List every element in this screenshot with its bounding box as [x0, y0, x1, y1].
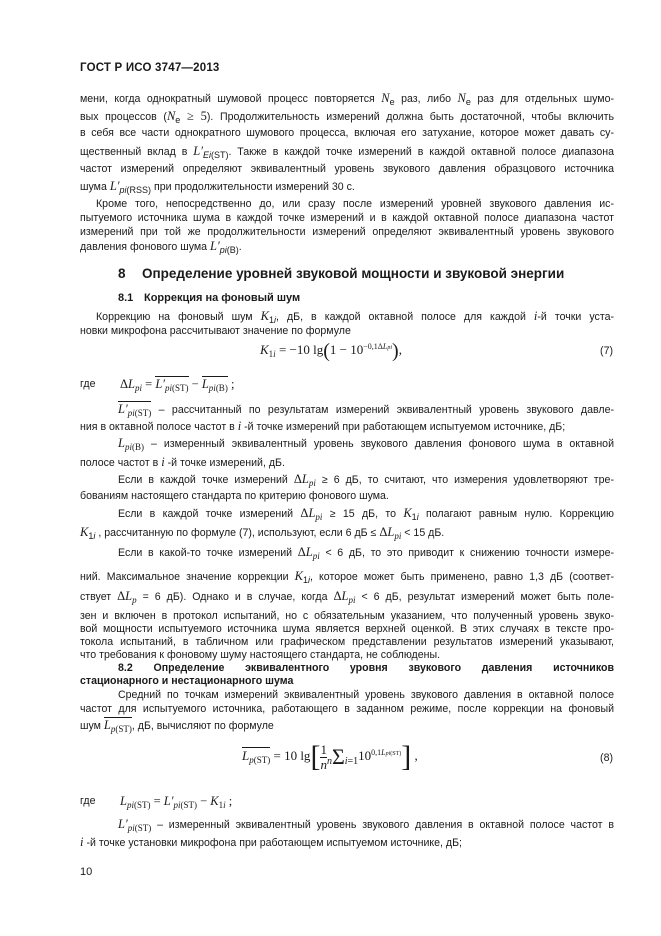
paragraph-line: шум $L_{p(ST)}$, дБ, вычисляют по формуле: [80, 718, 274, 734]
where-line: ния в октавной полосе частот в i -й точке измерений при работающем испытуемом источнике, дБ;: [80, 419, 566, 433]
paragraph-line: бованиям настоящего стандарта по критерию фонового шума.: [80, 490, 389, 502]
paragraph-line: что требования к фоновому шуму настоящего стандарта, не соблюдены.: [80, 649, 441, 661]
paragraph-line: вых процессов $(N_e \ge 5)$. Продолжительность измерений должна быть достаточной, чтобы включить: [80, 109, 614, 125]
paragraph-line: вой мощности испытуемого источника шума является верхней оценкой. В этих случаях в тексте про-: [80, 623, 614, 635]
paragraph-line: Средний по точкам измерений эквивалентный уровень звукового давления в октавной полосе: [118, 689, 614, 701]
formula-8: $L_{p(ST)} = 10$ lg[ $\frac{1}{n}$ $n\Sigma i=110^{0,1Lpi(ST)}$] ,: [242, 740, 418, 773]
paragraph-line: Если в какой-то точке измерений $\Delta L_{pi} < 6$ дБ, то это приводит к снижению точности измере-: [118, 545, 615, 561]
paragraph-line: давления фонового шума $L'_{pi(B)}$.: [80, 239, 242, 255]
paragraph-line: токола испытаний, в табличном или графическом представлении результатов измерений указывают,: [80, 636, 614, 648]
where-line: $L_{pi(B)}$ – измеренный эквивалентный уровень звукового давления фонового шума в октавной: [118, 436, 614, 452]
paragraph-line: Кроме того, непосредственно до, или сразу после измерений уровней звукового давления ис-: [96, 198, 614, 210]
where-line: где $L_{pi(ST)} = L'_{pi(ST)} - K_{1i}$ ;: [80, 794, 233, 810]
equation-number: (8): [600, 752, 613, 764]
paragraph-line: Если в каждой точке измерений $\Delta L_{pi} \ge 6$ дБ, то считают, что измерения удовлетворяют тре-: [118, 472, 614, 488]
paragraph-line: зен и включен в протокол испытаний, но с обязательным указанием, что полученный уровень звуко-: [80, 610, 614, 622]
subsection-heading: 8.2 Определение эквивалентного уровня звукового давления источников: [118, 662, 614, 674]
paragraph-line: частот для испытуемого источника, работающего в заданном режиме, после коррекции на фоновый: [80, 703, 614, 715]
paragraph-line: в себя все части однократного шумового процесса, включая его затухание, которое может давать су-: [80, 127, 614, 139]
formula-7: $K_{1i} = -10$ $\lg(1 - 10^{-0,1\Delta Lpi})$,: [260, 340, 402, 362]
paragraph-line: ний. Максимальное значение коррекции $K_{1i}$, которое может быть применено, равно 1,3 дБ (соответ-: [80, 569, 614, 585]
paragraph-line: $K_{1i}$ , рассчитанную по формуле (7), используют, если 6 дБ ≤ $\Delta L_{pi} < 15$ дБ.: [80, 525, 445, 541]
section-heading: 8 Определение уровней звуковой мощности и звуковой энергии: [118, 266, 565, 281]
where-line: где $\Delta L_{pi} = L'_{pi(ST)} - L_{pi(B)}$ ;: [80, 377, 235, 393]
paragraph-line: шума $L'_{pi(RSS)}$ при продолжительности измерений 30 с.: [80, 179, 355, 195]
paragraph-line: ствует $\Delta L_p = 6$ дБ). Однако и в случае, когда $\Delta L_{pi} < 6$ дБ, результат измерений может быть поле-: [80, 589, 615, 605]
paragraph-line: Коррекцию на фоновый шум $K_{1i}$, дБ, в каждой октавной полосе для каждой i-й точки уста-: [96, 309, 614, 325]
paragraph-line: измерений при той же продолжительности измерений определяют эквивалентный уровень звукового: [80, 226, 614, 238]
subsection-heading-cont: стационарного и нестационарного шума: [80, 675, 294, 687]
paragraph-line: щественный вклад в $L'_{Ei(ST)}$. Также в каждой точке измерений в каждой октавной полосе диапазона: [80, 144, 614, 160]
paragraph-line: частот измерений определяют эквивалентный уровень звукового давления образцового источника: [80, 163, 614, 175]
where-line: $L'_{pi(ST)}$ – измеренный эквивалентный уровень звукового давления в октавной полосе частот в: [118, 817, 614, 833]
page-number: 10: [80, 866, 93, 878]
where-line: i -й точке установки микрофона при работающем испытуемом источнике, дБ;: [80, 835, 462, 849]
paragraph-line: пытуемого источника шума в каждой точке измерений и в каждой октавной полосе диапазона частот: [80, 212, 614, 224]
subsection-heading: 8.1 Коррекция на фоновый шум: [118, 292, 301, 304]
equation-number: (7): [600, 345, 613, 357]
where-line: полосе частот в i -й точке измерений, дБ.: [80, 455, 285, 469]
paragraph-line: мени, когда однократный шумовой процесс повторяется $N_e$ раз, либо $N_e$ раз для отдельных шумо-: [80, 91, 614, 107]
paragraph-line: новки микрофона рассчитывают значение по формуле: [80, 325, 351, 337]
document-header: ГОСТ Р ИСО 3747—2013: [80, 62, 220, 74]
where-line: $L'_{pi(ST)}$ – рассчитанный по результатам измерений эквивалентный уровень звукового давле-: [118, 402, 614, 418]
paragraph-line: Если в каждой точке измерений $\Delta L_{pi} \ge 15$ дБ, то $K_{1i}$ полагают равным нулю. Коррекцию: [118, 506, 614, 522]
